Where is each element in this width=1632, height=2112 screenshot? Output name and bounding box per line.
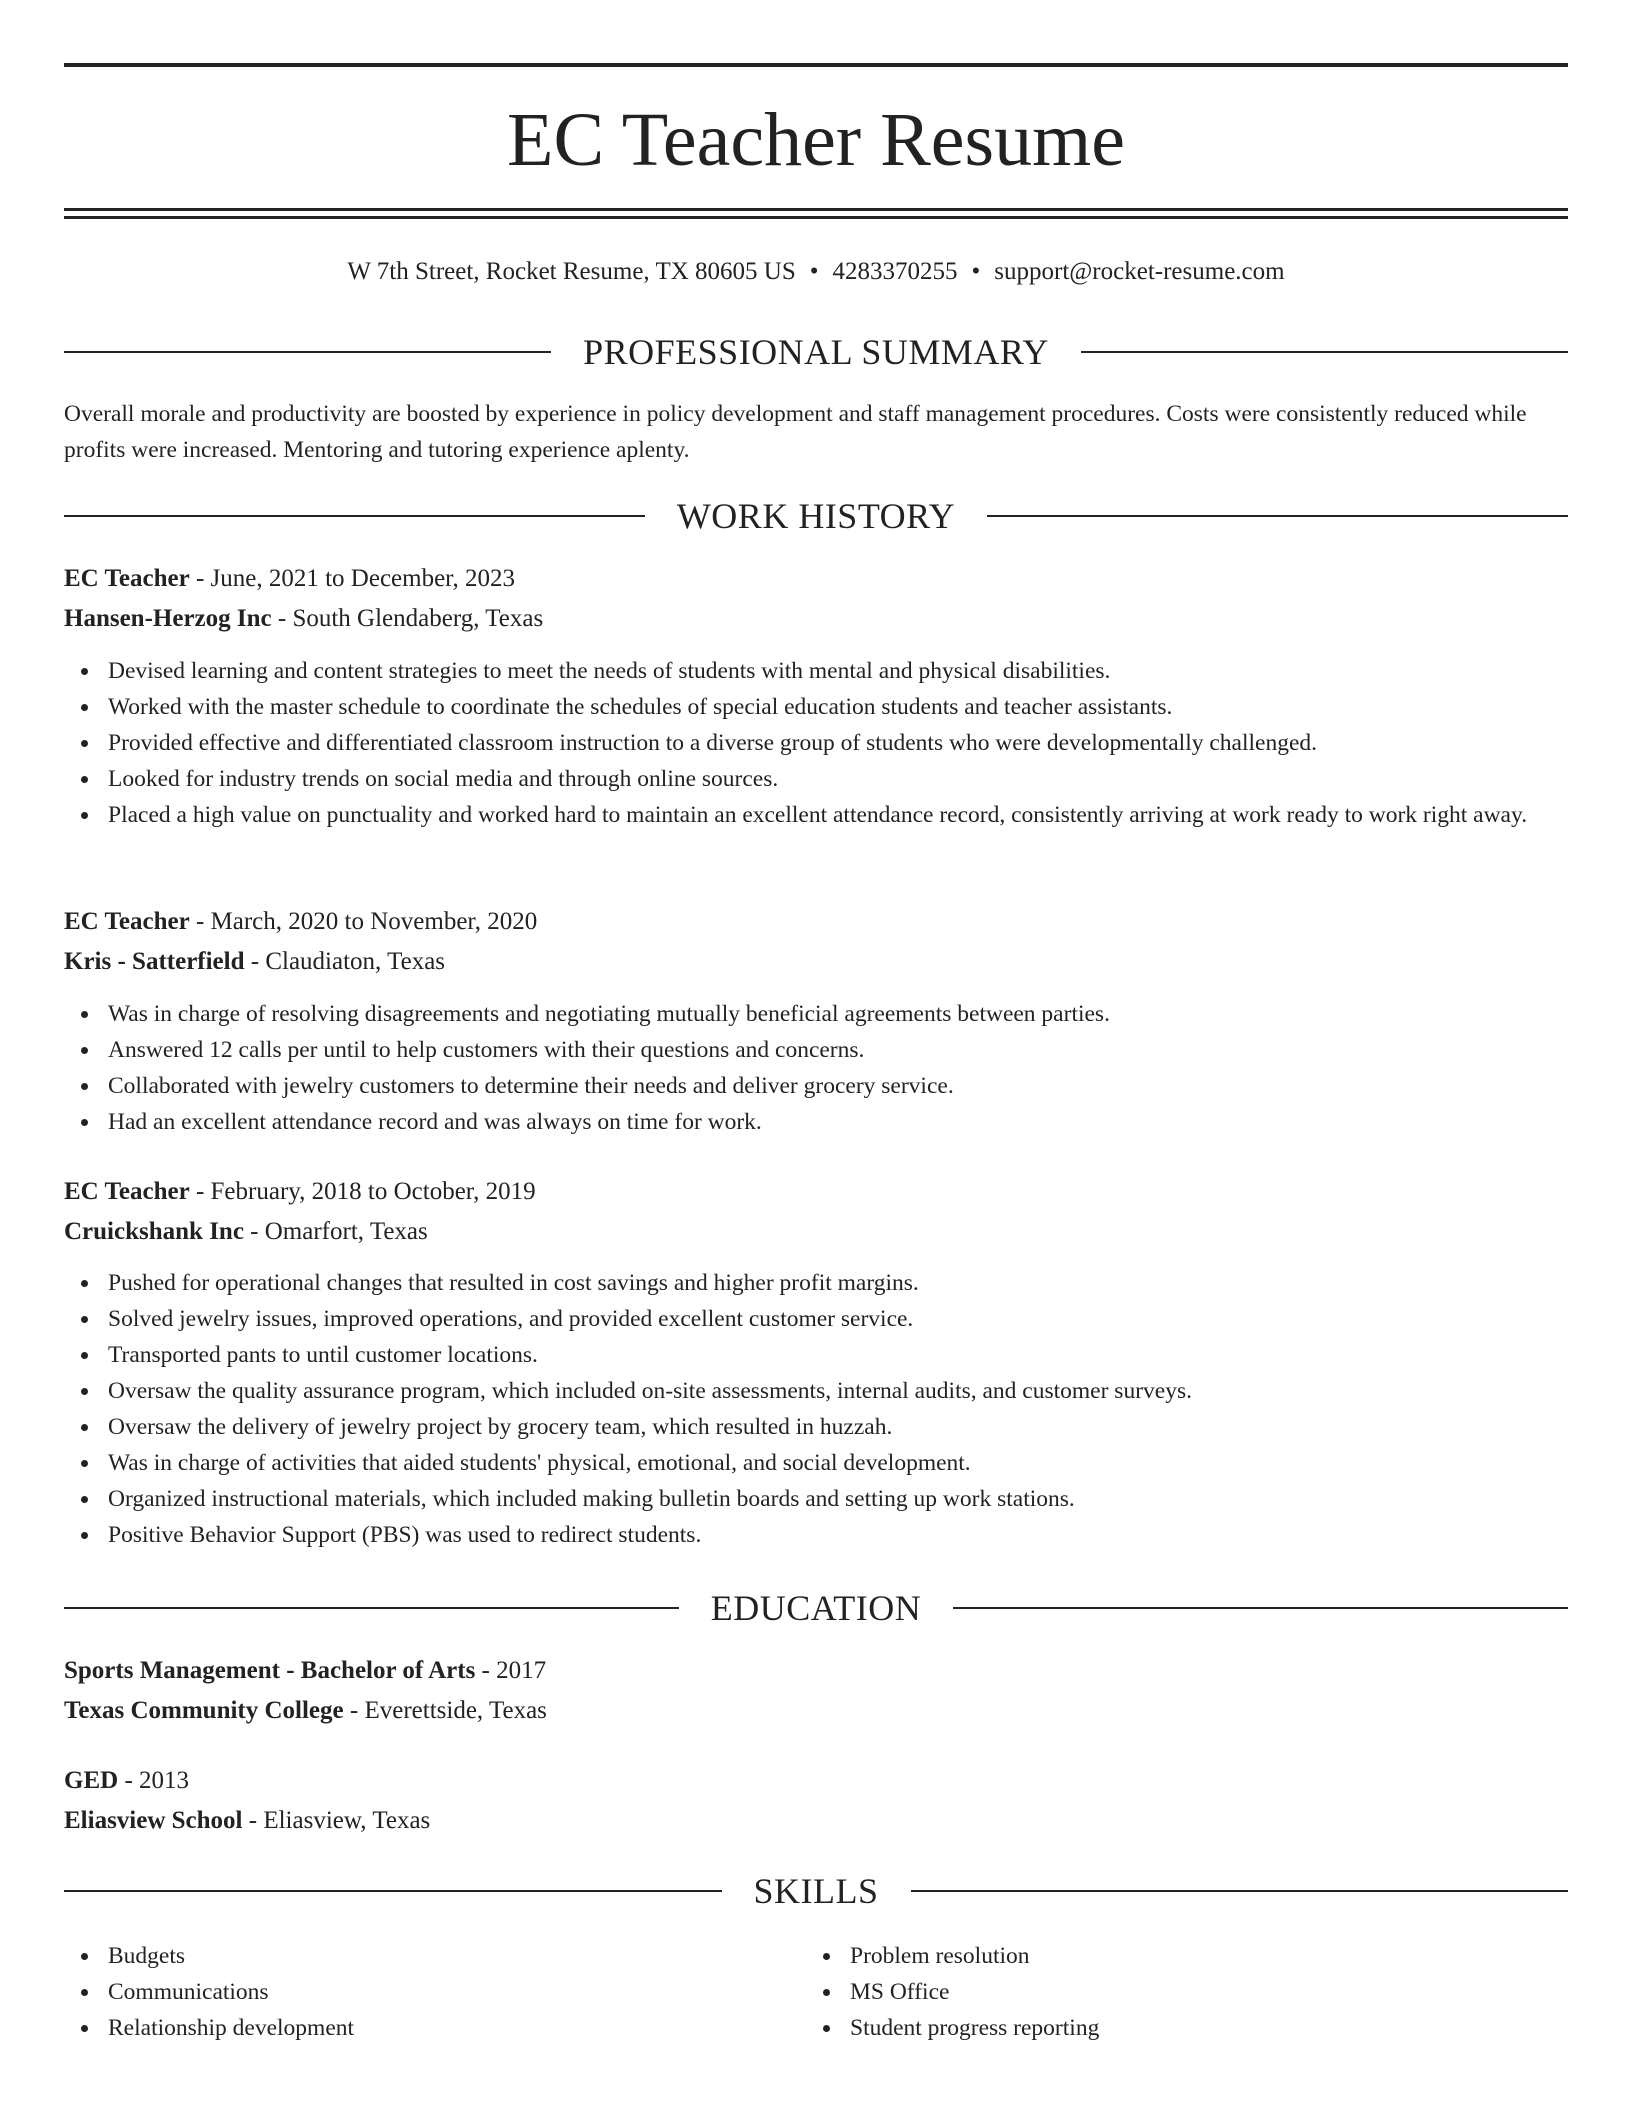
education-school: Texas Community College (64, 1697, 344, 1724)
list-item: Worked with the master schedule to coordinate the schedules of special education students and teacher assistants. (64, 689, 1568, 725)
skill-item: Problem resolution (806, 1938, 1566, 1974)
job-location: - South Glendaberg, Texas (271, 605, 544, 632)
heading-rule (953, 1607, 1568, 1609)
top-rule (64, 63, 1568, 67)
page-title: EC Teacher Resume (507, 98, 1125, 182)
heading-rule (64, 1890, 722, 1892)
job-bullets (64, 1265, 1568, 1553)
list-item: Placed a high value on punctuality and worked hard to maintain an excellent attendance record, consistently arriving at work ready to work right away. (64, 797, 1568, 833)
job-bullets (64, 996, 1568, 1140)
job-company-line (64, 944, 1568, 980)
list-item: Looked for industry trends on social media and through online sources. (64, 761, 1568, 797)
education-degree-line (64, 1763, 1568, 1799)
list-item: Provided effective and differentiated classroom instruction to a diverse group of students who were developmentally challenged. (64, 725, 1568, 761)
heading-rule (64, 1607, 679, 1609)
skill-item: MS Office (806, 1974, 1566, 2010)
heading-rule (911, 1890, 1569, 1892)
skills-heading-text: SKILLS (753, 1871, 879, 1911)
list-item: Oversaw the delivery of jewelry project by grocery team, which resulted in huzzah. (64, 1409, 1568, 1445)
skill-item: Budgets (64, 1938, 804, 1974)
education-degree-line (64, 1653, 1568, 1689)
skills-list-right (806, 1938, 1566, 2046)
job-title: EC Teacher (64, 908, 190, 935)
contact-separator: • (809, 258, 819, 285)
job-company: Kris - Satterfield (64, 948, 245, 975)
job-title: EC Teacher (64, 565, 190, 592)
education-location: - Everettside, Texas (343, 1697, 547, 1724)
education-heading-text: EDUCATION (710, 1588, 922, 1628)
list-item: Positive Behavior Support (PBS) was used to redirect students. (64, 1517, 1568, 1553)
skill-item: Student progress reporting (806, 2010, 1566, 2046)
job-dates: - February, 2018 to October, 2019 (189, 1178, 536, 1205)
job-bullets (64, 653, 1568, 833)
list-item: Had an excellent attendance record and was always on time for work. (64, 1104, 1568, 1140)
work-history-heading (64, 492, 1568, 540)
job-company: Hansen-Herzog Inc (64, 605, 272, 632)
skill-item: Relationship development (64, 2010, 804, 2046)
job-company: Cruickshank Inc (64, 1218, 244, 1245)
list-item: Solved jewelry issues, improved operations, and provided excellent customer service. (64, 1301, 1568, 1337)
list-item: Was in charge of activities that aided students' physical, emotional, and social development. (64, 1445, 1568, 1481)
list-item: Oversaw the quality assurance program, which included on-site assessments, internal audits, and customer surveys. (64, 1373, 1568, 1409)
list-item: Organized instructional materials, which included making bulletin boards and setting up work stations. (64, 1481, 1568, 1517)
heading-rule (987, 515, 1568, 517)
summary-heading (64, 328, 1568, 376)
list-item: Pushed for operational changes that resulted in cost savings and higher profit margins. (64, 1265, 1568, 1301)
education-school: Eliasview School (64, 1807, 243, 1834)
education-heading (64, 1584, 1568, 1632)
skill-item: Communications (64, 1974, 804, 2010)
contact-email: support@rocket-resume.com (994, 258, 1285, 285)
heading-rule (1081, 351, 1568, 353)
title-rule-upper (64, 208, 1568, 211)
job-location: - Omarfort, Texas (243, 1218, 428, 1245)
list-item: Devised learning and content strategies to meet the needs of students with mental and physical disabilities. (64, 653, 1568, 689)
job-title-line (64, 904, 1568, 940)
education-school-line (64, 1693, 1568, 1729)
list-item: Was in charge of resolving disagreements and negotiating mutually beneficial agreements between parties. (64, 996, 1568, 1032)
education-school-line (64, 1803, 1568, 1839)
education-degree: Sports Management - Bachelor of Arts (64, 1657, 476, 1684)
education-degree: GED (64, 1767, 119, 1794)
contact-separator: • (971, 258, 981, 285)
contact-line (64, 254, 1568, 290)
job-location: - Claudiaton, Texas (244, 948, 446, 975)
job-company-line (64, 601, 1568, 637)
job-dates: - March, 2020 to November, 2020 (189, 908, 538, 935)
list-item: Transported pants to until customer locations. (64, 1337, 1568, 1373)
list-item: Answered 12 calls per until to help customers with their questions and concerns. (64, 1032, 1568, 1068)
education-location: - Eliasview, Texas (242, 1807, 431, 1834)
summary-text: Overall morale and productivity are boosted by experience in policy development and staff management procedures. Costs were consistently reduced while profits were increased. Mentoring and tutoring experience aplenty. (64, 401, 1527, 463)
title-rule-lower (64, 216, 1568, 219)
contact-phone: 4283370255 (832, 258, 958, 285)
contact-address: W 7th Street, Rocket Resume, TX 80605 US (347, 258, 796, 285)
job-title-line (64, 561, 1568, 597)
summary-heading-text: PROFESSIONAL SUMMARY (583, 332, 1049, 372)
job-company-line (64, 1214, 1568, 1250)
job-title: EC Teacher (64, 1178, 190, 1205)
heading-rule (64, 351, 551, 353)
list-item: Collaborated with jewelry customers to determine their needs and deliver grocery service. (64, 1068, 1568, 1104)
skills-heading (64, 1867, 1568, 1915)
work-history-heading-text: WORK HISTORY (676, 496, 956, 536)
heading-rule (64, 515, 645, 517)
job-dates: - June, 2021 to December, 2023 (189, 565, 516, 592)
education-year: - 2013 (118, 1767, 190, 1794)
education-year: - 2017 (475, 1657, 547, 1684)
skills-list-left (64, 1938, 804, 2046)
job-title-line (64, 1174, 1568, 1210)
